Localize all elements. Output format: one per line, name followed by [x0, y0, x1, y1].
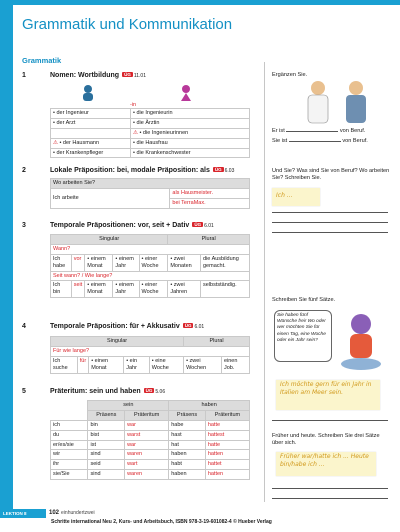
section-5-title: 5 Präteritum: sein und haben ÜG 5.06 — [22, 388, 166, 395]
warning-cell: ⚠ • der Hausmann — [51, 138, 131, 148]
section-4-table — [50, 336, 250, 374]
table-row: Ich habe vor • einem Monat • einem Jahr • einer Woche • zwei Monaten die Ausbildung gemacht. — [51, 254, 250, 271]
table-row: • der Krankenpfleger • die Krankenschwester — [51, 148, 250, 158]
table-row: Ich suche für • einen Monat • ein Jahr • eine Woche • zwei Wochen einen Job. — [51, 356, 250, 373]
section-number: 1 — [22, 72, 26, 79]
reference-number: 11.01 — [133, 73, 146, 79]
section-2-title: 2 Lokale Präposition: bei, modale Präposition: als ÜG 6.03 — [22, 167, 235, 174]
section-heading: Nomen: Wortbildung — [50, 72, 120, 79]
table-row: Ich bin seit • einem Monat • einem Jahr • einer Woche • zwei Jahren selbstständig. — [51, 281, 250, 298]
lesson-tag: LEKTION 8 — [0, 509, 46, 518]
suffix-label: -in — [130, 102, 137, 108]
table-row: Wo arbeiten Sie? — [51, 179, 250, 189]
section-3-table — [50, 234, 250, 298]
table-row: Seit wann? / Wie lange? — [51, 271, 250, 281]
section-label: Grammatik — [22, 56, 62, 65]
table-row: Ich arbeite als Hausmeister. — [51, 188, 250, 198]
section-3-title: 3 Temporale Präpositionen: vor, seit + Dativ ÜG 6.01 — [22, 222, 214, 229]
sidebar-strip — [0, 0, 13, 510]
option: als Hausmeister. — [170, 188, 250, 198]
female-figure-icon — [178, 84, 194, 102]
answer-line-1: Er ist von Beruf. — [272, 128, 366, 134]
top-bar — [0, 0, 400, 5]
warning-icon: ⚠ — [133, 129, 138, 136]
publisher-line: Schritte international Neu 2, Kurs- und Arbeitsbuch, ISBN 978-3-19-601082-4 © Hueber Verlag — [51, 519, 272, 525]
warning-cell: ⚠ • die Ingenieurinnen — [131, 128, 250, 138]
table-row: Singular Plural — [51, 235, 250, 245]
male-figure-icon — [80, 84, 96, 102]
page-title: Grammatik und Kommunikation — [22, 16, 233, 33]
speech-bubble: Sie haben fünf Wünsche frei! Wo oder wer möchten Sie für einen Tag, eine Woche oder ein Jahr sein? — [274, 310, 332, 362]
table-row: ich bin war habe hatte — [51, 420, 250, 430]
answer-line-2: Sie ist von Beruf. — [272, 138, 368, 144]
reference-tag: ÜG — [124, 72, 131, 77]
exercise-2-instruction: Und Sie? Was sind Sie von Beruf? Wo arbeiten Sie? Schreiben Sie. — [272, 168, 390, 182]
section-2-table — [50, 178, 250, 209]
table-row: du bist warst hast hattest — [51, 430, 250, 440]
table-row: • der Arzt • die Ärztin — [51, 118, 250, 128]
table-row: Für wie lange? — [51, 346, 250, 356]
genie-illustration — [336, 310, 386, 372]
column-divider — [264, 62, 265, 502]
page-number: 102 einhundertzwei — [49, 510, 95, 516]
table-row: sie/Sie sind waren haben hatten — [51, 470, 250, 480]
table-row: ⚠ • der Hausmann • die Hausfrau — [51, 138, 250, 148]
warning-icon: ⚠ — [53, 139, 58, 146]
table-row: er/es/sie ist war hat hatte — [51, 440, 250, 450]
table-row — [51, 128, 250, 138]
table-row: wir sind waren haben hatten — [51, 450, 250, 460]
noun-table — [50, 108, 250, 158]
handwritten-answer: Früher war/hatte ich ... Heute bin/habe ich ... — [280, 453, 369, 469]
people-illustration — [296, 78, 386, 126]
exercise-4-instruction: Früher und heute. Schreiben Sie drei Sätze über sich. — [272, 433, 380, 447]
exercise-3-instruction: Schreiben Sie fünf Sätze. — [272, 297, 336, 303]
section-1-title — [22, 72, 146, 79]
section-5-table — [50, 400, 250, 480]
option: bei TerraMax. — [170, 198, 250, 208]
table-row: Präsens Präteritum Präsens Präteritum — [51, 410, 250, 420]
table-row: sein haben — [51, 401, 250, 411]
exercise-1-instruction: Ergänzen Sie. — [272, 72, 308, 78]
table-row: Singular Plural — [51, 337, 250, 347]
table-row: ihr seid wart habt hattet — [51, 460, 250, 470]
table-row: Wann? — [51, 244, 250, 254]
handwritten-answer: Ich ... — [276, 192, 293, 199]
handwritten-answer: Ich möchte gern für ein Jahr in Italien am Meer sein. — [280, 381, 372, 397]
table-row: • der Ingenieur • die Ingenieurin — [51, 109, 250, 119]
section-4-title: 4 Temporale Präposition: für + Akkusativ ÜG 6.01 — [22, 323, 205, 330]
